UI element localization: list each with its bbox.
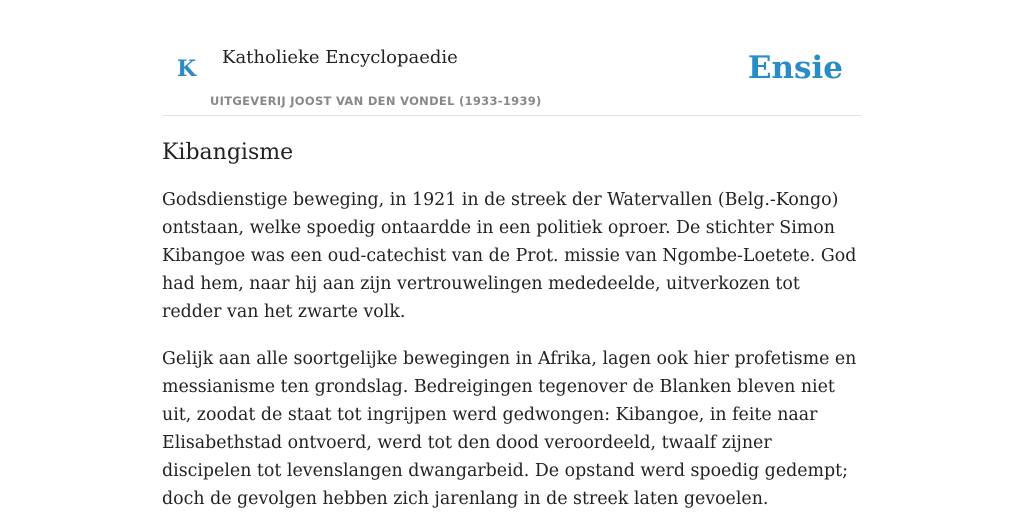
publisher-subtitle: UITGEVERIJ JOOST VAN DEN VONDEL (1933-1939) bbox=[210, 94, 542, 108]
encyclopedia-logo[interactable]: K bbox=[177, 56, 197, 82]
header bbox=[162, 38, 862, 116]
article-paragraph-1: Godsdienstige beweging, in 1921 in de streek der Watervallen (Belg.-Kongo) ontstaan, welke spoedig ontaardde in een politiek oproer. De stichter Simon Kibangoe was een oud-catechist van de Prot. missie van Ngombe-Loetete. God had hem, naar hij aan zijn vertrouwelingen mededeelde, uitverkozen tot redder van het zwarte volk. bbox=[162, 190, 857, 322]
ensie-brand-link[interactable]: Ensie bbox=[747, 50, 843, 86]
article-title: Kibangisme bbox=[162, 140, 294, 165]
publication-title[interactable]: Katholieke Encyclopaedie bbox=[222, 47, 458, 68]
article-paragraph-2: Gelijk aan alle soortgelijke bewegingen in Afrika, lagen ook hier profetisme en messianisme ten grondslag. Bedreigingen tegenover de Blanken bleven niet uit, zoodat de staat tot ingrijpen werd gedwongen: Kibangoe, in feite naar Elisabethstad ontvoerd, werd tot den dood veroordeeld, twaalf zijner discipelen tot levenslangen dwangarbeid. De opstand werd spoedig gedempt; doch de gevolgen hebben zich jarenlang in de streek laten gevoelen. bbox=[162, 349, 857, 509]
page bbox=[162, 0, 862, 512]
